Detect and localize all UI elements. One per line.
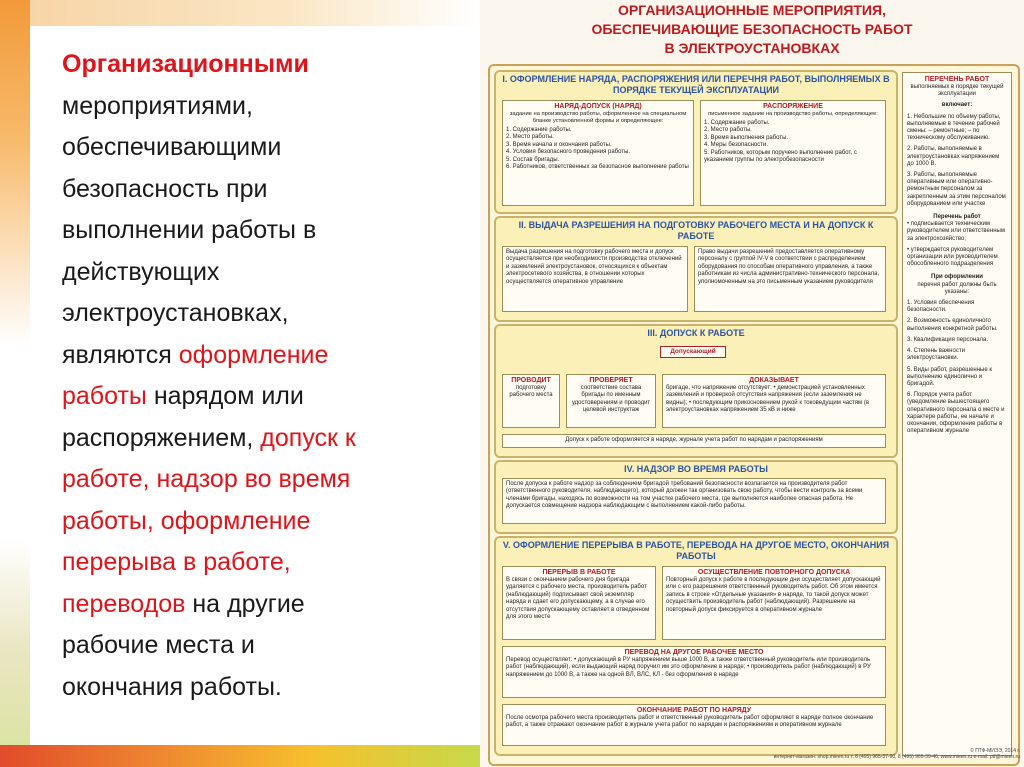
work-order-list [506,127,690,171]
section-2-title: II. ВЫДАЧА РАЗРЕШЕНИЯ НА ПОДГОТОВКУ РАБОЧЕГО МЕСТА И НА ДОПУСК К РАБОТЕ [518,220,874,241]
break-title: ПЕРЕРЫВ В РАБОТЕ [542,569,616,576]
poster-title-line: ОРГАНИЗАЦИОННЫЕ МЕРОПРИЯТИЯ, [618,2,886,18]
prepares-text: подготовку рабочего места [509,385,553,399]
prepares-title: ПРОВОДИТ [511,377,551,384]
supervision-text: После допуска к работе надзор за соблюдением бригадой требований безопасности возлагается на производителя работ (ответственного руководителя, наблюдающего), который должен так организовать свою работу, чтобы вести контроль за всеми членами бригады, находясь по возможности на том участке рабочего места, где выполняется наиболее опасная работа. Не допускается совмещение надзора наблюдающим с выполнением какой-либо работы. [502,478,886,524]
break-text: В связи с окончанием рабочего дня бригада удаляется с рабочего места, производитель работ (наблюдающий) подписывает свой экземпляр наряда и сдает его допускающему, а в случае его отсутствия допускающему оставляет в отведенном для этого месте [506,577,650,621]
permit-issue-box: Выдача разрешения на подготовку рабочего места и допуск осуществляется при необходимости производства отключений и заземлений электроустановок, относящихся к объектам электросетевого хозяйства, в отношении которых осуществляется оперативное управление [502,246,688,312]
text-segment: нарядом или [146,382,304,410]
text-line [62,335,462,377]
section-4-title: IV. НАДЗОР ВО ВРЕМЯ РАБОТЫ [624,464,768,474]
list-item: 1. Содержание работы. [506,127,572,133]
section-4 [494,460,898,534]
text-segment: действующих [62,257,220,286]
checks-title: ПРОВЕРЯЕТ [589,377,633,384]
text-segment: окончания работы. [62,672,282,701]
text-segment: перерыва в работе, [62,548,291,576]
text-line [62,376,462,418]
prepares-box [502,374,560,428]
proves-text: бригаде, что напряжение отсутствует: • демонстрацией установленных заземлений и проверкой отсутствия напряжения (если заземления не видны); • последующим прикосновением рукой к токоведущим частям (в электроустановках напряжением 35 кВ и ниже [666,385,870,414]
text-segment: рабочие места и [62,631,255,659]
list-item: 5. Работников, которым поручено выполнение работ, с указанием группы по электробезопасности [704,149,857,164]
work-list-includes: включает: [941,102,973,109]
transfer-text: Перевод осуществляет: • допускающий в РУ напряжением выше 1000 В, а также ответственный руководитель или производитель работ (наблюдающий), если выдающий наряд поручил им это оформление в наряде; • производитель работ (наблюдающий) в РУ напряжением до 1000 В, а также на одной ВЛ, ВЛС, КЛ - без оформления в наряде [506,657,871,678]
work-list-drawing-sub: перечня работ должны быть указаны: [917,281,997,295]
list-item: 4. Условия безопасного проведения работы. [506,149,631,156]
transfer-title: ПЕРЕВОД НА ДРУГОЕ РАБОЧЕЕ МЕСТО [624,649,764,656]
text-line [62,86,462,128]
work-order-box [502,100,694,206]
list-item: 3. Время выполнения работы. [704,134,789,141]
list-item: 4. Меры безопасности. [704,142,768,149]
poster-title [480,0,1024,63]
readmission-title: ОСУЩЕСТВЛЕНИЕ ПОВТОРНОГО ДОПУСКА [697,569,851,576]
list-item: 3. Время начала и окончания работы. [506,141,612,148]
section-3-title: III. ДОПУСК К РАБОТЕ [647,328,745,338]
list-item: 1. Небольшие по объему работы, выполняемые в течение рабочей смены: – ремонтные; – по техническому обслуживанию. [907,113,1001,142]
text-segment: выполнении работы в [62,216,317,244]
text-segment: электроустановках, [62,299,289,327]
list-item: 6. Порядок учета работ (уведомление вышестоящего оперативного персонала о месте и характере работы, ее начале и окончании, оформление работы в оперативном журнале [907,392,1005,435]
list-item: • утверждается руководителем организации или руководителем обособленного подразделения [907,246,998,268]
poster-image [480,0,1024,767]
text-segment: работы [62,382,147,410]
list-item: 2. Место работы. [506,134,554,141]
list-item: 5. Состав бригады. [506,156,560,163]
text-segment: допуск к [260,423,356,452]
list-item: 3. Работы, выполняемые оперативным или оперативно-ремонтным персоналом за закрепленным за этим персоналом оборудованием или участке [907,172,1006,207]
poster-title-line: В ЭЛЕКТРОУСТАНОВКАХ [664,40,840,56]
section-1 [494,70,898,214]
text-line [62,625,462,667]
transfer-box [502,646,886,698]
readmission-text: Повторный допуск к работе в последующие дни осуществляет допускающий или с его разрешения ответственный руководитель работ. Об этом имеется запись в строке «Отдельные указания» в наряде, то такой допуск может осуществить производитель работ (наблюдающий). Разрешение на повторный допуск фиксируется в оперативном журнале [666,577,881,613]
text-line [62,501,462,543]
text-line [62,667,462,709]
text-line [62,584,462,626]
text-line [62,210,462,252]
list-item: 2. Место работы. [704,127,752,134]
work-order-title: НАРЯД-ДОПУСК (НАРЯД) [554,103,642,110]
text-line [62,418,462,460]
text-line [62,459,462,501]
poster-copyright: © ПТФ-МИЭЭ, 2014 г. [970,748,1020,754]
proves-title: ДОКАЗЫВАЕТ [749,377,799,384]
text-line [62,293,462,335]
list-item: 2. Возможность единоличного выполнения конкретной работы. [907,318,998,332]
work-list-title: ПЕРЕЧЕНЬ РАБОТ [924,76,990,83]
list-item: • подписывается техническим руководителем или ответственным за электрохозяйство; [907,221,1005,242]
checks-text: соответствие состава бригады по именным удостоверениям и проводит целевой инструктаж [571,385,651,414]
poster-contacts: интернет-магазин: shop.mieen.ru т. 8 (495) 965-37-90, 8 (495) 965-39-46, www.mieen.ru e-mail: ptf@mieen.ru [773,754,1020,760]
text-segment: работы, оформление [62,506,311,535]
list-item: 2. Работы, выполняемые в электроустановках напряжением до 1000 В. [907,146,1000,167]
section-2 [494,216,898,322]
poster-frame [488,64,1020,766]
list-item: 5. Виды работ, разрешенные к выполнению единолично и бригадой. [907,366,992,387]
text-segment: обеспечивающими [62,133,282,161]
list-item: 4. Степень важности электроустановки. [907,348,965,362]
work-list-column [902,72,1012,756]
section-1-title: I. ОФОРМЛЕНИЕ НАРЯДА, РАСПОРЯЖЕНИЯ ИЛИ ПЕРЕЧНЯ РАБОТ, ВЫПОЛНЯЕМЫХ В ПОРЯДКЕ ТЕКУЩЕЙ ЭКСПЛУАТАЦИИ [502,74,890,95]
break-box [502,566,656,640]
work-list-subtitle: выполняемых в порядке текущей эксплуатации [910,84,1004,98]
admission-note: Допуск к работе оформляется в наряде, журнале учета работ по нарядам и распоряжениям [502,434,886,448]
work-order-subtitle: задание на производство работы, оформленное на специальном бланке установленной формы и определяющее: [509,111,687,124]
section-5 [494,536,898,756]
slide-body-text [62,44,462,708]
text-segment: являются [62,340,179,369]
instruction-subtitle: письменное задание на производство работы, определяющее: [708,111,878,117]
text-segment: оформление [178,340,329,369]
bottom-decoration [0,745,480,767]
list-item: 6. Работников, ответственных за безопасное выполнение работы [506,164,689,171]
text-line [62,542,462,584]
text-segment: распоряжением, [62,423,261,452]
text-segment: на другие [185,589,305,618]
completion-text: После осмотра рабочего места производитель работ и ответственный руководитель работ оформляют в наряде полное окончание работ, а также отражают окончание работ в журнале учета работ по нарядам и распоряжениям и оперативном журнале [506,715,874,729]
list-item: 1. Условия обеспечения безопасности. [907,300,975,314]
instruction-list [704,120,882,164]
text-line [62,127,462,169]
poster-title-line: ОБЕСПЕЧИВАЮЩИЕ БЕЗОПАСНОСТЬ РАБОТ [591,21,913,37]
work-list-drawing-head: При оформлении [931,274,983,281]
text-segment: мероприятиями, [62,91,253,120]
completion-title: ОКОНЧАНИЕ РАБОТ ПО НАРЯДУ [636,707,752,714]
text-line [62,44,462,86]
list-item: 1. Содержание работы. [704,120,770,126]
instruction-title: РАСПОРЯЖЕНИЕ [763,103,823,110]
list-item: 3. Квалификация персонала. [907,336,989,343]
readmission-box [662,566,886,640]
text-segment: работе, надзор во время [62,465,351,493]
text-segment: Организационными [62,50,309,78]
work-list-approval-head: Перечень работ [933,214,981,221]
text-line [62,169,462,211]
admitter-badge: Допускающий [660,346,726,358]
left-decoration [0,0,30,767]
poster-footer [750,748,1020,760]
top-decoration [0,0,480,26]
section-5-title: V. ОФОРМЛЕНИЕ ПЕРЕРЫВА В РАБОТЕ, ПЕРЕВОДА НА ДРУГОЕ МЕСТО, ОКОНЧАНИЯ РАБОТЫ [502,540,890,561]
completion-box [502,704,886,746]
text-segment: безопасность при [62,174,268,203]
text-segment: переводов [62,589,186,618]
permit-right-box: Право выдачи разрешений предоставляется оперативному персоналу с группой IV-V в соответствии с распределением оборудования по способам оперативного управления, а также работникам из числа административно-технического персонала, уполномоченным на это письменным указанием руководителя [694,246,886,312]
checks-box [566,374,656,428]
section-3 [494,324,898,458]
proves-box [662,374,886,428]
instruction-box [700,100,886,206]
text-line [62,252,462,294]
